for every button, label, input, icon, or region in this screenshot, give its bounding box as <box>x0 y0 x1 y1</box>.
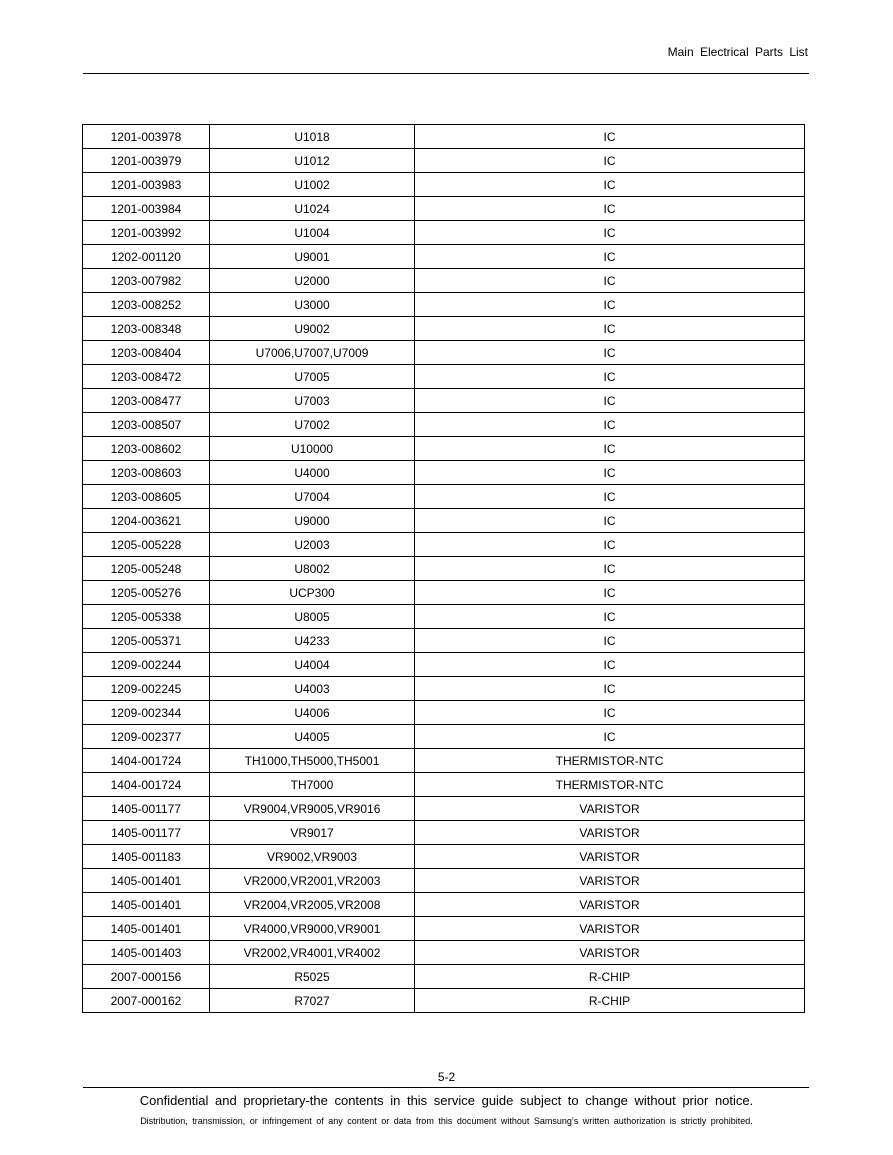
description-cell: VARISTOR <box>415 917 805 941</box>
location-cell: VR9002,VR9003 <box>210 845 415 869</box>
part-code-cell: 1405-001403 <box>83 941 210 965</box>
part-code-cell: 1203-008472 <box>83 365 210 389</box>
part-code-cell: 1203-008348 <box>83 317 210 341</box>
part-code-cell: 1405-001177 <box>83 797 210 821</box>
part-code-cell: 1404-001724 <box>83 749 210 773</box>
table-row <box>83 989 805 1013</box>
part-code-cell: 1203-008602 <box>83 437 210 461</box>
part-code-cell: 1203-008507 <box>83 413 210 437</box>
description-cell: IC <box>415 437 805 461</box>
table-row <box>83 485 805 509</box>
description-cell: IC <box>415 413 805 437</box>
part-code-cell: 1209-002244 <box>83 653 210 677</box>
page-header-title: Main Electrical Parts List <box>667 45 808 59</box>
description-cell: IC <box>415 653 805 677</box>
distribution-notice: Distribution, transmission, or infringement of any content or data from this document without Samsung’s written authorization is strictly prohibited. <box>140 1116 753 1126</box>
description-cell: R-CHIP <box>415 989 805 1013</box>
part-code-cell: 1405-001183 <box>83 845 210 869</box>
location-cell: U4005 <box>210 725 415 749</box>
part-code-cell: 1202-001120 <box>83 245 210 269</box>
part-code-cell: 1201-003978 <box>83 125 210 149</box>
footer-divider <box>83 1087 809 1088</box>
description-cell: IC <box>415 341 805 365</box>
table-row <box>83 821 805 845</box>
table-row <box>83 701 805 725</box>
description-cell: THERMISTOR-NTC <box>415 749 805 773</box>
description-cell: IC <box>415 293 805 317</box>
description-cell: IC <box>415 533 805 557</box>
location-cell: VR2004,VR2005,VR2008 <box>210 893 415 917</box>
description-cell: IC <box>415 701 805 725</box>
location-cell: U3000 <box>210 293 415 317</box>
header-divider <box>83 73 809 74</box>
description-cell: IC <box>415 605 805 629</box>
location-cell: U1012 <box>210 149 415 173</box>
description-cell: R-CHIP <box>415 965 805 989</box>
table-row <box>83 965 805 989</box>
table-row <box>83 941 805 965</box>
table-row <box>83 773 805 797</box>
table-row <box>83 317 805 341</box>
location-cell: U7006,U7007,U7009 <box>210 341 415 365</box>
part-code-cell: 1405-001177 <box>83 821 210 845</box>
part-code-cell: 1205-005371 <box>83 629 210 653</box>
location-cell: U7003 <box>210 389 415 413</box>
location-cell: U7004 <box>210 485 415 509</box>
part-code-cell: 1405-001401 <box>83 869 210 893</box>
description-cell: IC <box>415 461 805 485</box>
location-cell: U8005 <box>210 605 415 629</box>
description-cell: IC <box>415 557 805 581</box>
table-row <box>83 797 805 821</box>
table-row <box>83 893 805 917</box>
location-cell: U4000 <box>210 461 415 485</box>
table-row <box>83 413 805 437</box>
description-cell: IC <box>415 269 805 293</box>
part-code-cell: 1204-003621 <box>83 509 210 533</box>
location-cell: U7002 <box>210 413 415 437</box>
table-row <box>83 293 805 317</box>
part-code-cell: 1203-008603 <box>83 461 210 485</box>
table-row <box>83 557 805 581</box>
location-cell: TH7000 <box>210 773 415 797</box>
part-code-cell: 1201-003992 <box>83 221 210 245</box>
location-cell: VR9004,VR9005,VR9016 <box>210 797 415 821</box>
table-row <box>83 341 805 365</box>
location-cell: VR2002,VR4001,VR4002 <box>210 941 415 965</box>
description-cell: VARISTOR <box>415 845 805 869</box>
table-row <box>83 125 805 149</box>
description-cell: IC <box>415 197 805 221</box>
table-row <box>83 269 805 293</box>
part-code-cell: 1201-003984 <box>83 197 210 221</box>
part-code-cell: 1205-005276 <box>83 581 210 605</box>
location-cell: U9002 <box>210 317 415 341</box>
description-cell: IC <box>415 365 805 389</box>
part-code-cell: 1205-005338 <box>83 605 210 629</box>
description-cell: IC <box>415 149 805 173</box>
location-cell: U10000 <box>210 437 415 461</box>
part-code-cell: 1203-008252 <box>83 293 210 317</box>
location-cell: U4006 <box>210 701 415 725</box>
location-cell: U8002 <box>210 557 415 581</box>
table-row <box>83 365 805 389</box>
location-cell: U2000 <box>210 269 415 293</box>
description-cell: VARISTOR <box>415 941 805 965</box>
part-code-cell: 1201-003979 <box>83 149 210 173</box>
description-cell: IC <box>415 221 805 245</box>
table-row <box>83 197 805 221</box>
table-row <box>83 629 805 653</box>
table-row <box>83 845 805 869</box>
part-code-cell: 1205-005228 <box>83 533 210 557</box>
location-cell: U9000 <box>210 509 415 533</box>
part-code-cell: 1404-001724 <box>83 773 210 797</box>
location-cell: U4004 <box>210 653 415 677</box>
location-cell: UCP300 <box>210 581 415 605</box>
part-code-cell: 1203-008477 <box>83 389 210 413</box>
parts-table <box>82 124 805 1013</box>
location-cell: VR2000,VR2001,VR2003 <box>210 869 415 893</box>
part-code-cell: 2007-000162 <box>83 989 210 1013</box>
parts-table-body <box>83 125 805 1013</box>
table-row <box>83 677 805 701</box>
table-row <box>83 725 805 749</box>
description-cell: VARISTOR <box>415 869 805 893</box>
location-cell: U2003 <box>210 533 415 557</box>
location-cell: U9001 <box>210 245 415 269</box>
table-row <box>83 917 805 941</box>
part-code-cell: 1203-008404 <box>83 341 210 365</box>
location-cell: U1002 <box>210 173 415 197</box>
table-row <box>83 533 805 557</box>
page-number: 5-2 <box>437 1070 456 1084</box>
description-cell: IC <box>415 725 805 749</box>
table-row <box>83 581 805 605</box>
table-row <box>83 605 805 629</box>
part-code-cell: 1209-002344 <box>83 701 210 725</box>
description-cell: IC <box>415 677 805 701</box>
description-cell: VARISTOR <box>415 797 805 821</box>
location-cell: VR9017 <box>210 821 415 845</box>
description-cell: THERMISTOR-NTC <box>415 773 805 797</box>
part-code-cell: 1405-001401 <box>83 893 210 917</box>
table-row <box>83 173 805 197</box>
part-code-cell: 1405-001401 <box>83 917 210 941</box>
location-cell: VR4000,VR9000,VR9001 <box>210 917 415 941</box>
location-cell: U1004 <box>210 221 415 245</box>
table-row <box>83 869 805 893</box>
part-code-cell: 1209-002245 <box>83 677 210 701</box>
table-row <box>83 653 805 677</box>
table-row <box>83 221 805 245</box>
description-cell: IC <box>415 317 805 341</box>
location-cell: U7005 <box>210 365 415 389</box>
description-cell: IC <box>415 173 805 197</box>
location-cell: R5025 <box>210 965 415 989</box>
table-row <box>83 245 805 269</box>
part-code-cell: 2007-000156 <box>83 965 210 989</box>
table-row <box>83 389 805 413</box>
location-cell: U4003 <box>210 677 415 701</box>
part-code-cell: 1205-005248 <box>83 557 210 581</box>
table-row <box>83 149 805 173</box>
table-row <box>83 749 805 773</box>
description-cell: IC <box>415 125 805 149</box>
description-cell: IC <box>415 485 805 509</box>
table-row <box>83 437 805 461</box>
location-cell: U1018 <box>210 125 415 149</box>
description-cell: VARISTOR <box>415 893 805 917</box>
location-cell: U1024 <box>210 197 415 221</box>
description-cell: IC <box>415 629 805 653</box>
part-code-cell: 1201-003983 <box>83 173 210 197</box>
description-cell: IC <box>415 245 805 269</box>
description-cell: IC <box>415 509 805 533</box>
part-code-cell: 1203-007982 <box>83 269 210 293</box>
description-cell: IC <box>415 581 805 605</box>
location-cell: R7027 <box>210 989 415 1013</box>
part-code-cell: 1209-002377 <box>83 725 210 749</box>
confidentiality-notice: Confidential and proprietary-the contents in this service guide subject to change without prior notice. <box>139 1093 754 1108</box>
description-cell: IC <box>415 389 805 413</box>
description-cell: VARISTOR <box>415 821 805 845</box>
location-cell: TH1000,TH5000,TH5001 <box>210 749 415 773</box>
location-cell: U4233 <box>210 629 415 653</box>
part-code-cell: 1203-008605 <box>83 485 210 509</box>
table-row <box>83 509 805 533</box>
table-row <box>83 461 805 485</box>
